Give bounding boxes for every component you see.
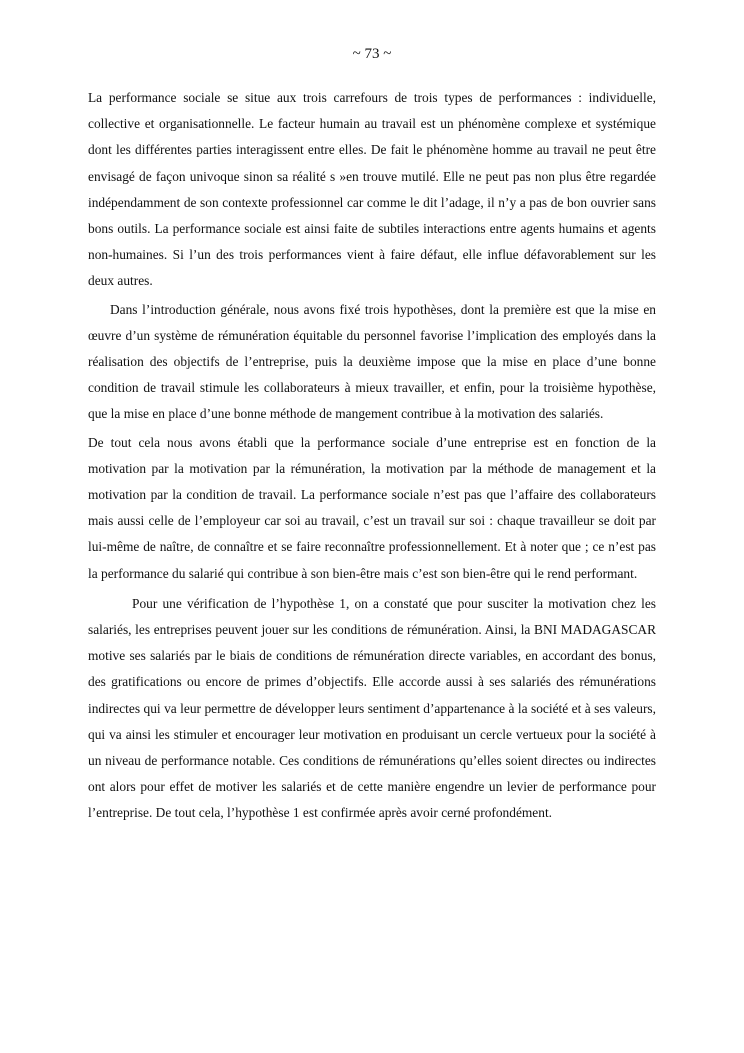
page-number: ~ 73 ~ <box>352 46 392 62</box>
paragraph-hypotheses: Dans l’introduction générale, nous avons fixé trois hypothèses, dont la première est que la mise en œuvre d’un système de rémunération équitable du personnel favorise l’implication des employés dans la réalisation des objectifs de l’entreprise, puis la deuxième impose que la mise en place d’une bonne condition de travail stimule les collaborateurs à mieux travailler, et enfin, pour la troisième hypothèse, que la mise en place d’une bonne méthode de mangement contribue à la motivation des salariés. <box>88 301 656 422</box>
paragraph-social-performance: La performance sociale se situe aux trois carrefours de trois types de performances : individuelle, collective et organisationnelle. Le facteur humain au travail est un phénomène complexe et systémique dont les différentes parties interagissent entre elles. De fait le phénomène homme au travail ne peut être envisagé de façon univoque sinon sa réalité s »en trouve mutilé. Elle ne peut pas non plus être regardée indépendamment de son contexte professionnel car comme le dit l’adage, il n’y a pas de bon ouvrier sans bons outils. La performance sociale est ainsi faite de subtiles interactions entre agents humains et agents non-humaines. Si l’un des trois performances vient à faire défaut, elle influe défavorablement sur les deux autres. <box>88 90 656 289</box>
paragraph-hypothesis-1-verification: Pour une vérification de l’hypothèse 1, on a constaté que pour susciter la motivation chez les salariés, les entreprises peuvent jouer sur les conditions de rémunération. Ainsi, la BNI MADAGASCAR motive ses salariés par le biais de conditions de rémunération directe variables, en accordant des bonus, des gratifications ou encore de primes d’objectifs. Elle accorde aussi à ses salariés des rémunérations indirectes qui va leur permettre de développer leurs sentiment d’appartenance à la société et à ses valeurs, qui va ainsi les stimuler et encourager leur motivation en produisant un cercle vertueux pour la société à un niveau de performance notable. Ces conditions de rémunérations qu’elles soient directes ou indirectes ont alors pour effet de motiver les salariés et de cette manière engendre un levier de performance pour l’entreprise. De tout cela, l’hypothèse 1 est confirmée après avoir cerné profondément. <box>88 595 656 821</box>
document-body <box>88 85 656 827</box>
paragraph-conclusion: De tout cela nous avons établi que la performance sociale d’une entreprise est en fonction de la motivation par la motivation par la rémunération, la motivation par la méthode de management et la motivation par la condition de travail. La performance sociale n’est pas que l’affaire des collaborateurs mais aussi celle de l’employeur car soi au travail, c’est un travail sur soi : chaque travailleur se doit par lui-même de naître, de connaître et se faire reconnaître professionnellement. Et à noter que ; ce n’est pas la performance du salarié qui contribue à son bien-être mais c’est son bien-être qui le rend performant. <box>88 434 656 581</box>
